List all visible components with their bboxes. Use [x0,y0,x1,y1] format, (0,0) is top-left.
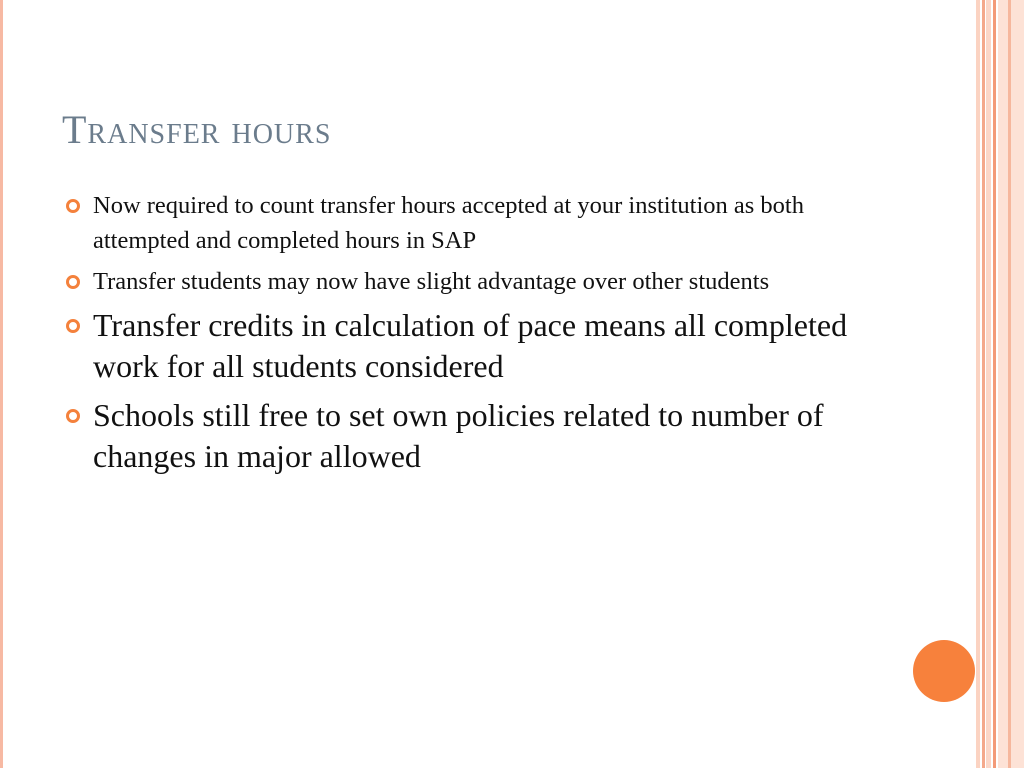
decorative-stripe [998,0,1024,768]
bullet-list [62,188,862,485]
bullet-item [62,305,862,387]
left-edge-line [0,0,3,768]
bullet-circle-icon [66,275,80,289]
decorative-stripe [1008,0,1011,768]
decorative-circle [913,640,975,702]
bullet-circle-icon [66,199,80,213]
bullet-item [62,264,862,299]
bullet-item [62,188,862,258]
bullet-text: Schools still free to set own policies related to number of changes in major allowed [93,397,824,474]
bullet-circle-icon [66,409,80,423]
bullet-text: Transfer credits in calculation of pace means all completed work for all students considered [93,307,848,384]
decorative-stripe [982,0,985,768]
bullet-text: Transfer students may now have slight advantage over other students [93,268,770,295]
bullet-item [62,395,862,477]
bullet-circle-icon [66,319,80,333]
slide-title: Transfer hours [62,107,332,152]
decorative-stripe [993,0,996,768]
decorative-stripe [976,0,980,768]
bullet-text: Now required to count transfer hours accepted at your institution as both attempted and completed hours in SAP [93,192,804,254]
decorative-stripe [986,0,991,768]
